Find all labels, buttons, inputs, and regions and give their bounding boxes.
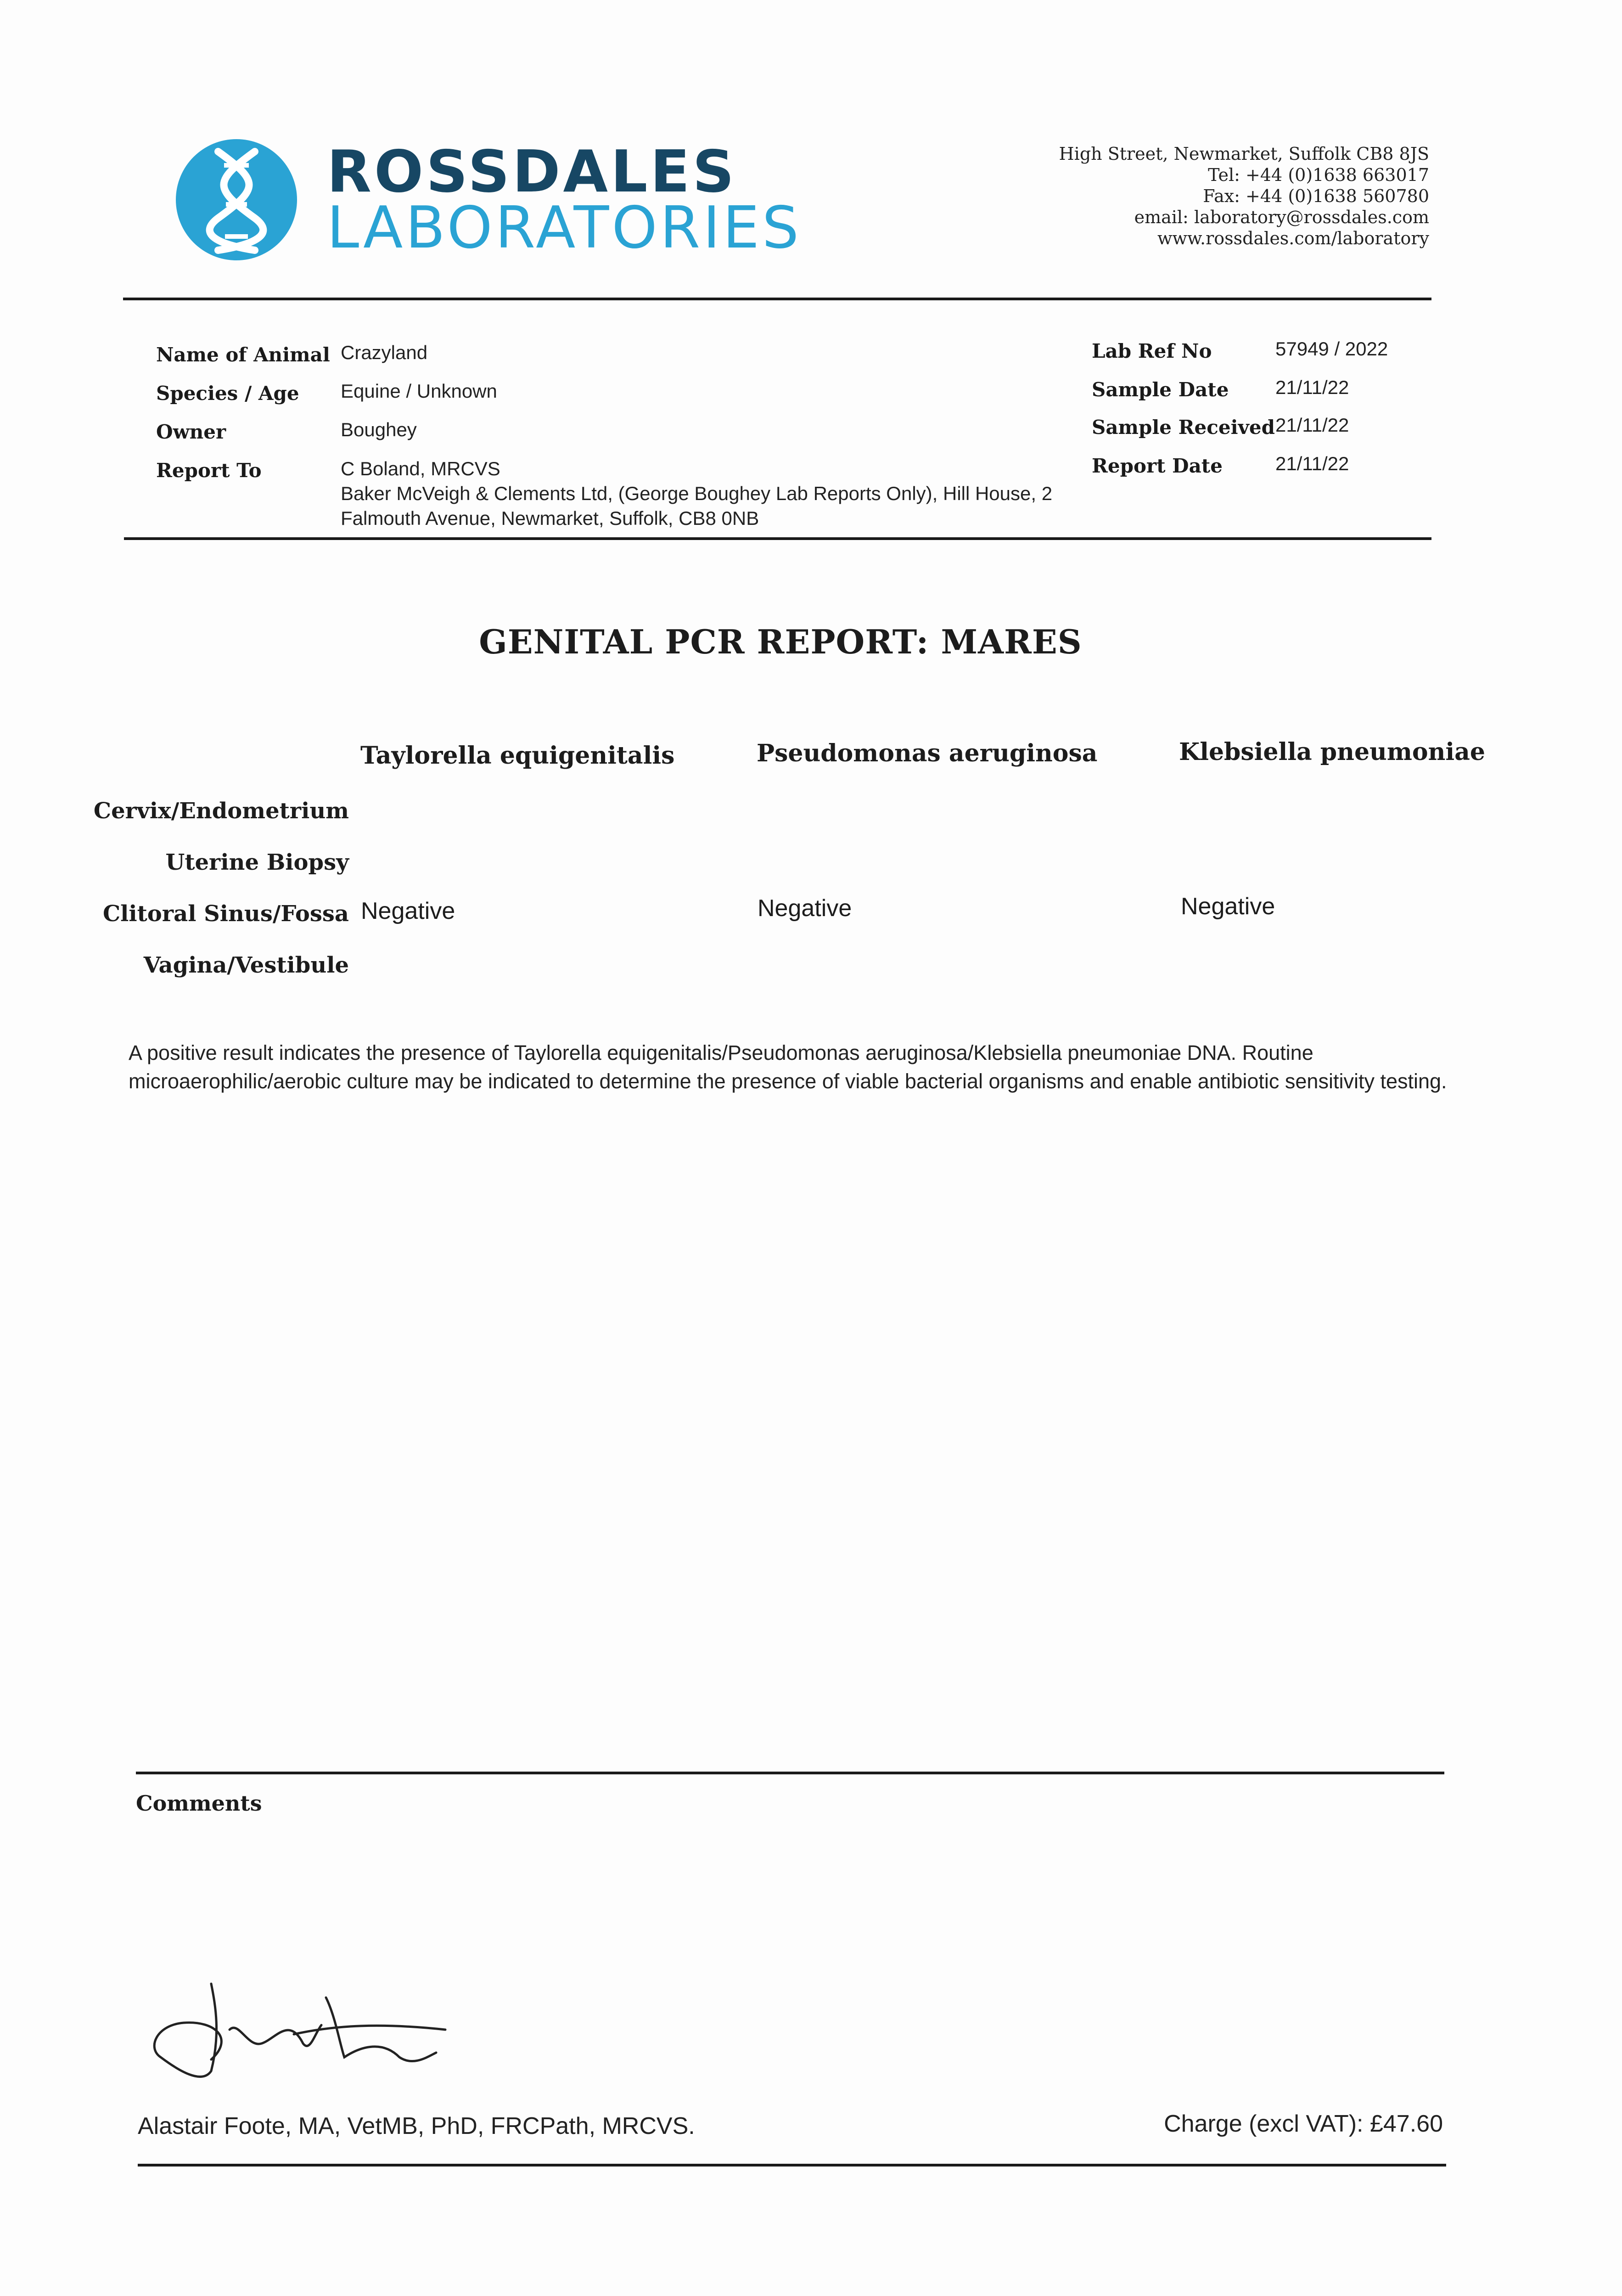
report-to-line: C Boland, MRCVS [341,458,500,479]
contact-tel: Tel: +44 (0)1638 663017 [1208,165,1429,185]
name-value: Crazyland [341,342,428,363]
sample-date-label: Sample Date [1092,378,1229,401]
column-header-klebsiella: Klebsiella pneumoniae [1179,738,1485,766]
result-klebsiella-clitoral: Negative [1181,893,1275,920]
report-date-value: 21/11/22 [1275,453,1349,474]
column-header-taylorella: Taylorella equigenitalis [360,742,675,770]
logo-text-secondary: LABORATORIES [327,194,802,261]
report-to-line: Baker McVeigh & Clements Ltd, (George Boughey Lab Reports Only), Hill House, 2 [341,483,1053,504]
lab-ref-label: Lab Ref No [1092,340,1212,362]
column-header-pseudomonas: Pseudomonas aeruginosa [757,739,1098,767]
sample-received-label: Sample Received [1092,416,1275,439]
report-to-address [341,456,1121,531]
sample-date-value: 21/11/22 [1275,377,1349,398]
species-label: Species / Age [156,382,299,405]
row-label-vagina: Vagina/Vestibule [143,952,349,978]
signature-image [142,1979,482,2085]
header-divider [123,298,1431,300]
report-to-label: Report To [156,459,262,482]
contact-website: www.rossdales.com/laboratory [1157,228,1429,248]
contact-email: email: laboratory@rossdales.com [1134,207,1429,227]
contact-block [1059,143,1429,249]
owner-value: Boughey [341,419,417,440]
species-value: Equine / Unknown [341,380,497,402]
dna-logo-icon [174,138,298,262]
result-note: A positive result indicates the presence of Taylorella equigenitalis/Pseudomonas aeruginosa/Klebsiella pneumoniae DNA. Routine microaerophilic/aerobic culture may be indicated to determine the presence of viable bacterial organisms and enable antibiotic sensitivity testing. [129,1041,1447,1093]
row-label-clitoral-sinus: Clitoral Sinus/Fossa [102,901,349,927]
owner-label: Owner [156,421,226,443]
contact-fax: Fax: +44 (0)1638 560780 [1203,186,1429,206]
result-taylorella-clitoral: Negative [361,898,455,924]
report-to-line: Falmouth Avenue, Newmarket, Suffolk, CB8 0NB [341,507,759,529]
result-pseudomonas-clitoral: Negative [758,895,852,922]
comments-divider [136,1772,1444,1774]
logo-text-primary: ROSSDALES [327,138,737,205]
sample-received-value: 21/11/22 [1275,414,1349,436]
comments-label: Comments [136,1791,262,1816]
report-date-label: Report Date [1092,455,1223,477]
lab-ref-value: 57949 / 2022 [1275,338,1388,360]
row-label-uterine-biopsy: Uterine Biopsy [165,850,349,875]
footer-divider [138,2164,1446,2167]
charge-amount: Charge (excl VAT): £47.60 [1164,2110,1443,2137]
contact-address: High Street, Newmarket, Suffolk CB8 8JS [1059,144,1429,164]
report-title: GENITAL PCR REPORT: MARES [479,622,1082,661]
signatory-name: Alastair Foote, MA, VetMB, PhD, FRCPath, MRCVS. [138,2113,695,2139]
name-label: Name of Animal [156,343,330,366]
row-label-cervix: Cervix/Endometrium [93,798,349,824]
info-divider [124,537,1431,540]
